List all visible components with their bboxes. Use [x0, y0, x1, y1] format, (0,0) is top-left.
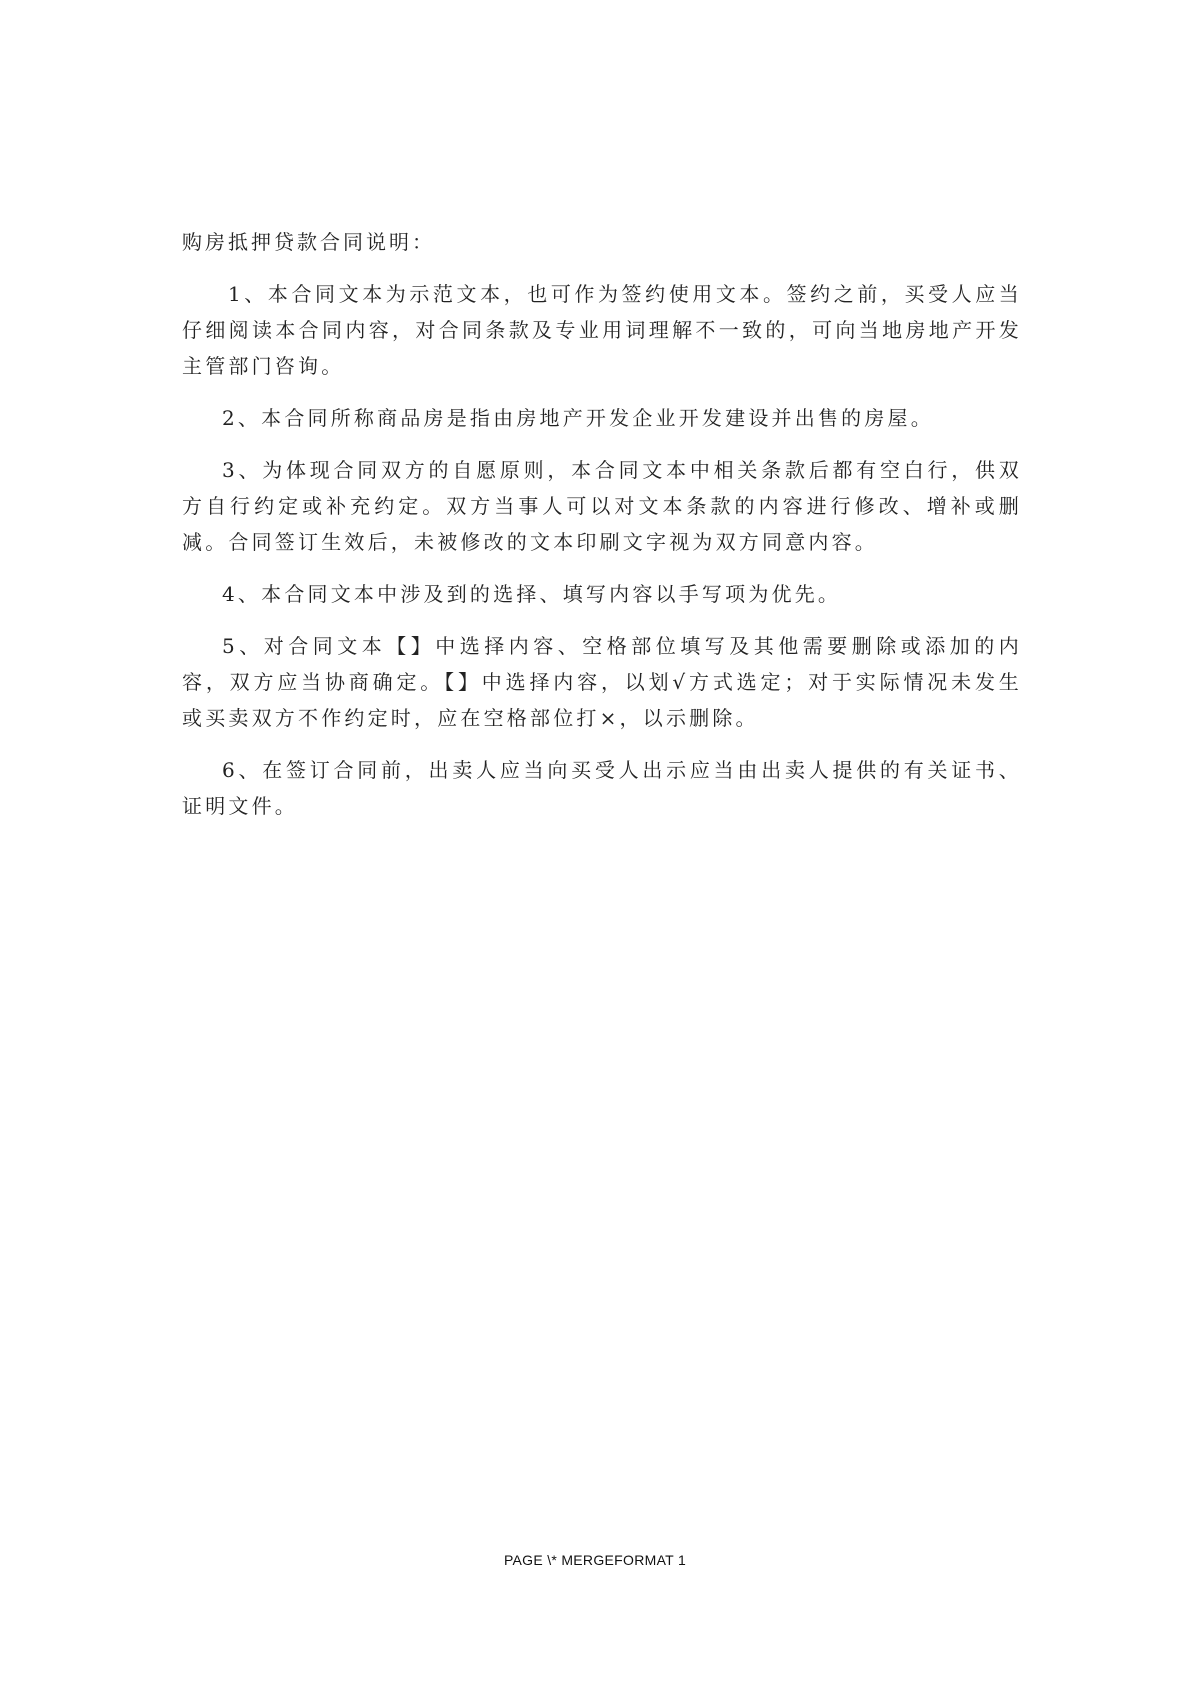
- clause-4: 4、本合同文本中涉及到的选择、填写内容以手写项为优先。: [222, 582, 842, 606]
- document-title: 购房抵押贷款合同说明：: [182, 230, 435, 254]
- clause-5: 5、对合同文本【】中选择内容、空格部位填写及其他需要删除或添加的内容，双方应当协商确定。【】中选择内容，以划√方式选定；对于实际情况未发生或买卖双方不作约定时，应在空格部位打×，以示删除。: [182, 634, 1022, 730]
- clause-3: 3、为体现合同双方的自愿原则，本合同文本中相关条款后都有空白行，供双方自行约定或补充约定。双方当事人可以对文本条款的内容进行修改、增补或删减。合同签订生效后，未被修改的文本印刷文字视为双方同意内容。: [182, 458, 1022, 554]
- clause-2: 2、本合同所称商品房是指由房地产开发企业开发建设并出售的房屋。: [222, 406, 934, 430]
- clause-1: 1、本合同文本为示范文本，也可作为签约使用文本。签约之前，买受人应当仔细阅读本合同内容，对合同条款及专业用词理解不一致的，可向当地房地产开发主管部门咨询。: [182, 282, 1022, 378]
- page-footer: PAGE \* MERGEFORMAT 1: [503, 1552, 687, 1568]
- document-body: [182, 224, 1022, 840]
- clause-6: 6、在签订合同前，出卖人应当向买受人出示应当由出卖人提供的有关证书、证明文件。: [182, 758, 1022, 818]
